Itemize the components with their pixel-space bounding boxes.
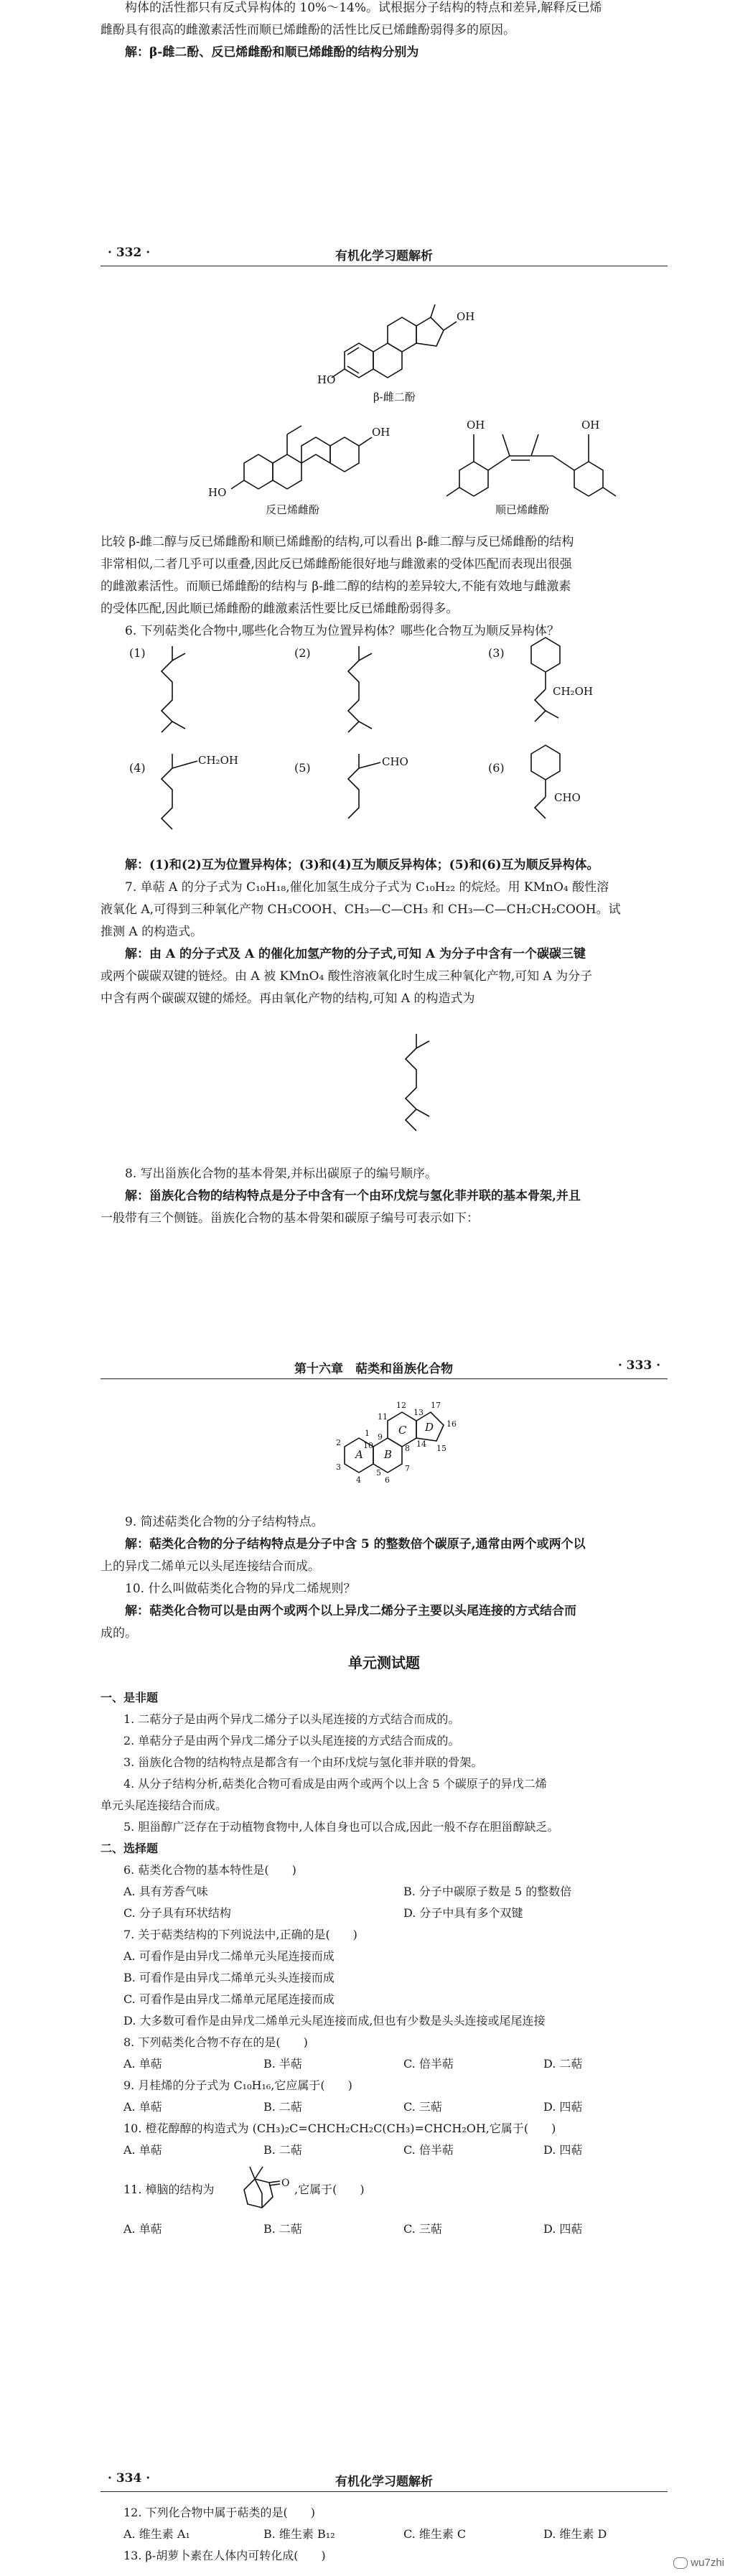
steroid-skeleton bbox=[316, 1382, 531, 1511]
cis-label: 顺已烯雌酚 bbox=[495, 503, 550, 516]
option: A. 维生素 A₁ bbox=[123, 2527, 190, 2541]
judge-item: 5. 胆甾醇广泛存在于动植物食物中,人体自身也可以合成,因此一般不存在胆甾醇缺乏。 bbox=[123, 1820, 559, 1834]
p332-para bbox=[100, 531, 675, 643]
c7: 7 bbox=[405, 1464, 410, 1473]
choice-q13: 13. β-胡萝卜素在人体内可转化成( ) bbox=[123, 2549, 326, 2562]
choice-title: 二、选择题 bbox=[100, 1842, 159, 1855]
q7-line: 7. 单萜 A 的分子式为 C₁₀H₁₈,催化加氢生成分子式为 C₁₀H₂₂ 的烷烃。用 KMnO₄ 酸性溶 bbox=[125, 880, 609, 895]
c11: 11 bbox=[378, 1412, 388, 1422]
label-2: (2) bbox=[294, 646, 311, 660]
watermark bbox=[673, 2557, 724, 2569]
group-ch2oh-3: CH₂OH bbox=[553, 685, 593, 698]
q9-options bbox=[100, 2096, 675, 2118]
group-cho-5: CHO bbox=[382, 755, 408, 768]
c10: 10 bbox=[363, 1441, 373, 1450]
camphor-structure bbox=[230, 2161, 294, 2218]
c14: 14 bbox=[416, 1439, 426, 1449]
ring-b: B bbox=[384, 1448, 393, 1461]
option: A. 可看作是由异戊二烯单元头尾连接而成 bbox=[123, 1949, 335, 1963]
top-text bbox=[100, 0, 675, 64]
option: B. 二萜 bbox=[263, 2143, 302, 2157]
p333-qa bbox=[100, 1511, 675, 1645]
para-line: 的受体匹配,因此顺已烯雌酚的雌激素活性要比反已烯雌酚弱得多。 bbox=[100, 602, 459, 616]
option: A. 单萜 bbox=[123, 2057, 162, 2071]
option: B. 可看作是由异戊二烯单元头头连接而成 bbox=[123, 1971, 335, 1984]
c2: 2 bbox=[336, 1438, 341, 1447]
judge-item: 3. 甾族化合物的结构特点是都含有一个由环戊烷与氢化菲并联的骨架。 bbox=[123, 1755, 483, 1769]
label-3: (3) bbox=[488, 646, 505, 660]
option: A. 单萜 bbox=[123, 2100, 162, 2114]
top-line-2: 雌酚具有很高的雌激素活性而顺已烯雌酚的活性比反已烯雌酚弱得多的原因。 bbox=[100, 23, 515, 37]
q11-text: 11. 樟脑的结构为 bbox=[123, 2183, 215, 2196]
cis-des-structure bbox=[431, 391, 668, 528]
cis-oh-left: OH bbox=[467, 419, 485, 431]
choice-q10: 10. 橙花醇醇的构造式为 (CH₃)₂C=CHCH₂CH₂C(CH₃)=CHCH₂OH,它属于( ) bbox=[123, 2122, 556, 2135]
question-6: 6. 下列萜类化合物中,哪些化合物互为位置异构体？哪些化合物互为顺反异构体？ bbox=[125, 624, 560, 638]
q9: 9. 简述萜类化合物的分子结构特点。 bbox=[125, 1515, 324, 1529]
option: D. 四萜 bbox=[543, 2100, 583, 2114]
trans-ho: HO bbox=[208, 486, 227, 499]
option: B. 二萜 bbox=[263, 2222, 302, 2236]
para-line: 比较 β-雌二醇与反已烯雌酚和顺已烯雌酚的结构,可以看出 β-雌二醇与反已烯雌酚的结构 bbox=[100, 535, 574, 549]
q6-options bbox=[100, 1881, 675, 1903]
option: B. 分子中碳原子数是 5 的整数倍 bbox=[403, 1885, 572, 1898]
q9-answer-line: 上的异戊二烯单元以头尾连接结合而成。 bbox=[100, 1559, 320, 1574]
judge-item: 单元头尾连接结合而成。 bbox=[100, 1798, 228, 1812]
option: C. 倍半萜 bbox=[403, 2057, 454, 2071]
judge-item: 1. 二萜分子是由两个异戊二烯分子以头尾连接的方式结合而成的。 bbox=[123, 1712, 460, 1726]
option: C. 三萜 bbox=[403, 2100, 442, 2114]
page-header-333 bbox=[100, 1357, 668, 1379]
c13: 13 bbox=[413, 1408, 424, 1417]
ring-d: D bbox=[425, 1421, 434, 1434]
watermark-text: wu7zhi bbox=[691, 2556, 724, 2569]
option: C. 维生素 C bbox=[403, 2527, 467, 2541]
ring-c: C bbox=[398, 1424, 407, 1437]
c12: 12 bbox=[396, 1401, 406, 1410]
q10-answer-line: 解：萜类化合物可以是由两个或两个以上异戊二烯分子主要以头尾连接的方式结合而 bbox=[125, 1604, 576, 1618]
trans-oh: OH bbox=[372, 426, 390, 439]
c3: 3 bbox=[336, 1462, 341, 1472]
terpene-structures bbox=[129, 632, 675, 847]
option: B. 维生素 B₁₂ bbox=[263, 2527, 335, 2541]
para-line: 的雌激素活性。而顺已烯雌酚的结构与 β-雌二醇的结构的差异较大,不能有效地与雌激素 bbox=[100, 579, 571, 594]
option: A. 具有芳香气味 bbox=[123, 1885, 208, 1898]
compound-a-structure bbox=[373, 1027, 474, 1149]
trans-label: 反已烯雌酚 bbox=[266, 503, 320, 516]
page-number: · 332 · bbox=[108, 246, 151, 260]
trans-des-structure bbox=[194, 391, 431, 528]
q7-line: 液氧化 A,可得到三种氧化产物 CH₃COOH、CH₃—C—CH₃ 和 CH₃—C—CH₂CH₂COOH。试 bbox=[100, 902, 621, 917]
option: C. 倍半萜 bbox=[403, 2143, 454, 2157]
c16: 16 bbox=[446, 1419, 457, 1429]
estradiol-label: β-雌二酚 bbox=[373, 391, 416, 403]
q9-answer-line: 解：萜类化合物的分子结构特点是分子中含 5 的整数倍个碳原子,通常由两个或两个以 bbox=[125, 1537, 586, 1551]
judge-title: 一、是非题 bbox=[100, 1691, 159, 1704]
page-number: · 334 · bbox=[108, 2471, 151, 2486]
c17: 17 bbox=[431, 1401, 441, 1410]
c9: 9 bbox=[378, 1432, 383, 1442]
judge-item: 4. 从分子结构分析,萜类化合物可看成是由两个或两个以上含 5 个碳原子的异戊二烯 bbox=[123, 1777, 547, 1791]
page-header-334 bbox=[100, 2470, 668, 2492]
chapter-title: 第十六章 萜类和甾族化合物 bbox=[294, 1362, 453, 1376]
option: A. 单萜 bbox=[123, 2143, 162, 2157]
page-number: · 333 · bbox=[617, 1358, 660, 1373]
option: D. 四萜 bbox=[543, 2222, 583, 2236]
q8-answer-line: 一般带有三个侧链。甾族化合物的基本骨架和碳原子编号可表示如下： bbox=[100, 1211, 479, 1226]
para-line: 非常相似,二者几乎可以重叠,因此反已烯雌酚能很好地与雌激素的受体匹配而表现出很强 bbox=[100, 557, 572, 571]
q10-options bbox=[100, 2139, 675, 2161]
choice-q8: 8. 下列萜类化合物不存在的是( ) bbox=[123, 2035, 308, 2049]
choice-q11 bbox=[100, 2161, 675, 2218]
q7-answer-line: 解：由 A 的分子式及 A 的催化加氢产物的分子式,可知 A 为分子中含有一个碳碳三键 bbox=[125, 947, 586, 961]
top-line-1: 构体的活性都只有反式异构体的 10%～14%。试根据分子结构的特点和差异,解释反已烯 bbox=[125, 1, 602, 15]
option: B. 半萜 bbox=[263, 2057, 302, 2071]
q6-options bbox=[100, 1903, 675, 1924]
c4: 4 bbox=[356, 1475, 361, 1485]
choice-q9: 9. 月桂烯的分子式为 C₁₀H₁₆,它应属于( ) bbox=[123, 2078, 352, 2092]
unit-test-title: 单元测试题 bbox=[348, 1654, 420, 1671]
q7-answer-line: 或两个碳碳双键的链烃。由 A 被 KMnO₄ 酸性溶液氧化时生成三种氧化产物,可知 A 为分子 bbox=[100, 969, 593, 984]
option: D. 维生素 D bbox=[543, 2527, 607, 2541]
q8-answer-line: 解：甾族化合物的结构特点是分子中含有一个由环戊烷与氢化菲并联的基本骨架,并且 bbox=[125, 1189, 581, 1203]
page-header-332 bbox=[100, 244, 668, 266]
c5: 5 bbox=[376, 1468, 381, 1478]
option: C. 可看作是由异戊二烯单元尾尾连接而成 bbox=[123, 1992, 335, 2006]
q10-answer-line: 成的。 bbox=[100, 1626, 137, 1641]
p334-questions bbox=[100, 2502, 675, 2567]
choice-q6: 6. 萜类化合物的基本特性是( ) bbox=[123, 1863, 296, 1877]
camphor-o: O bbox=[281, 2178, 290, 2189]
label-4: (4) bbox=[129, 761, 146, 775]
ring-a: A bbox=[355, 1448, 363, 1461]
c6: 6 bbox=[385, 1475, 390, 1485]
option: A. 单萜 bbox=[123, 2222, 162, 2236]
q10: 10. 什么叫做萜类化合物的异戊二烯规则？ bbox=[125, 1582, 356, 1596]
q6-answer: 解：(1)和(2)互为位置异构体；(3)和(4)互为顺反异构体；(5)和(6)互为顺反异构体。 bbox=[125, 858, 599, 872]
label-5: (5) bbox=[294, 761, 311, 775]
q8: 8. 写出甾族化合物的基本骨架,并标出碳原子的编号顺序。 bbox=[125, 1167, 438, 1181]
wechat-icon bbox=[673, 2557, 688, 2569]
q8-options bbox=[100, 2053, 675, 2075]
choice-q7: 7. 关于萜类结构的下列说法中,正确的是( ) bbox=[123, 1928, 357, 1941]
q11-tail: ,它属于( ) bbox=[294, 2183, 365, 2196]
label-1: (1) bbox=[129, 646, 146, 660]
estradiol-ho: HO bbox=[317, 373, 336, 386]
c8: 8 bbox=[405, 1444, 410, 1453]
p332-q6-answer-block bbox=[100, 854, 675, 1010]
top-answer: 解：β-雌二酚、反已烯雌酚和顺已烯雌酚的结构分别为 bbox=[125, 45, 419, 60]
option: D. 二萜 bbox=[543, 2057, 583, 2071]
option: B. 二萜 bbox=[263, 2100, 302, 2114]
option: D. 四萜 bbox=[543, 2143, 583, 2157]
option: D. 分子中具有多个双键 bbox=[403, 1906, 523, 1920]
q7-answer-line: 中含有两个碳碳双键的烯烃。再由氧化产物的结构,可知 A 的构造式为 bbox=[100, 991, 475, 1006]
cis-oh-right: OH bbox=[581, 419, 600, 431]
label-6: (6) bbox=[488, 761, 505, 775]
group-ch2oh-4: CH₂OH bbox=[198, 754, 238, 767]
q7-line: 推测 A 的构造式。 bbox=[100, 925, 203, 939]
choice-q12: 12. 下列化合物中属于萜类的是( ) bbox=[123, 2506, 316, 2519]
q12-options bbox=[100, 2524, 675, 2545]
p333-test bbox=[100, 1687, 675, 2240]
option: C. 分子具有环状结构 bbox=[123, 1906, 231, 1920]
judge-item: 2. 单萜分子是由两个异戊二烯分子以头尾连接的方式结合而成的。 bbox=[123, 1734, 460, 1747]
group-cho-6: CHO bbox=[554, 791, 581, 804]
q11-options bbox=[100, 2218, 675, 2240]
option: D. 大多数可看作是由异戊二烯单元头尾连接而成,但也有少数是头头连接或尾尾连接 bbox=[123, 2014, 546, 2027]
c15: 15 bbox=[436, 1444, 446, 1453]
book-title: 有机化学习题解析 bbox=[335, 2475, 433, 2489]
estradiol-oh: OH bbox=[457, 310, 475, 323]
p332-q8-block bbox=[100, 1163, 675, 1230]
book-title: 有机化学习题解析 bbox=[335, 249, 433, 263]
c1: 1 bbox=[365, 1429, 370, 1438]
option: C. 三萜 bbox=[403, 2222, 442, 2236]
